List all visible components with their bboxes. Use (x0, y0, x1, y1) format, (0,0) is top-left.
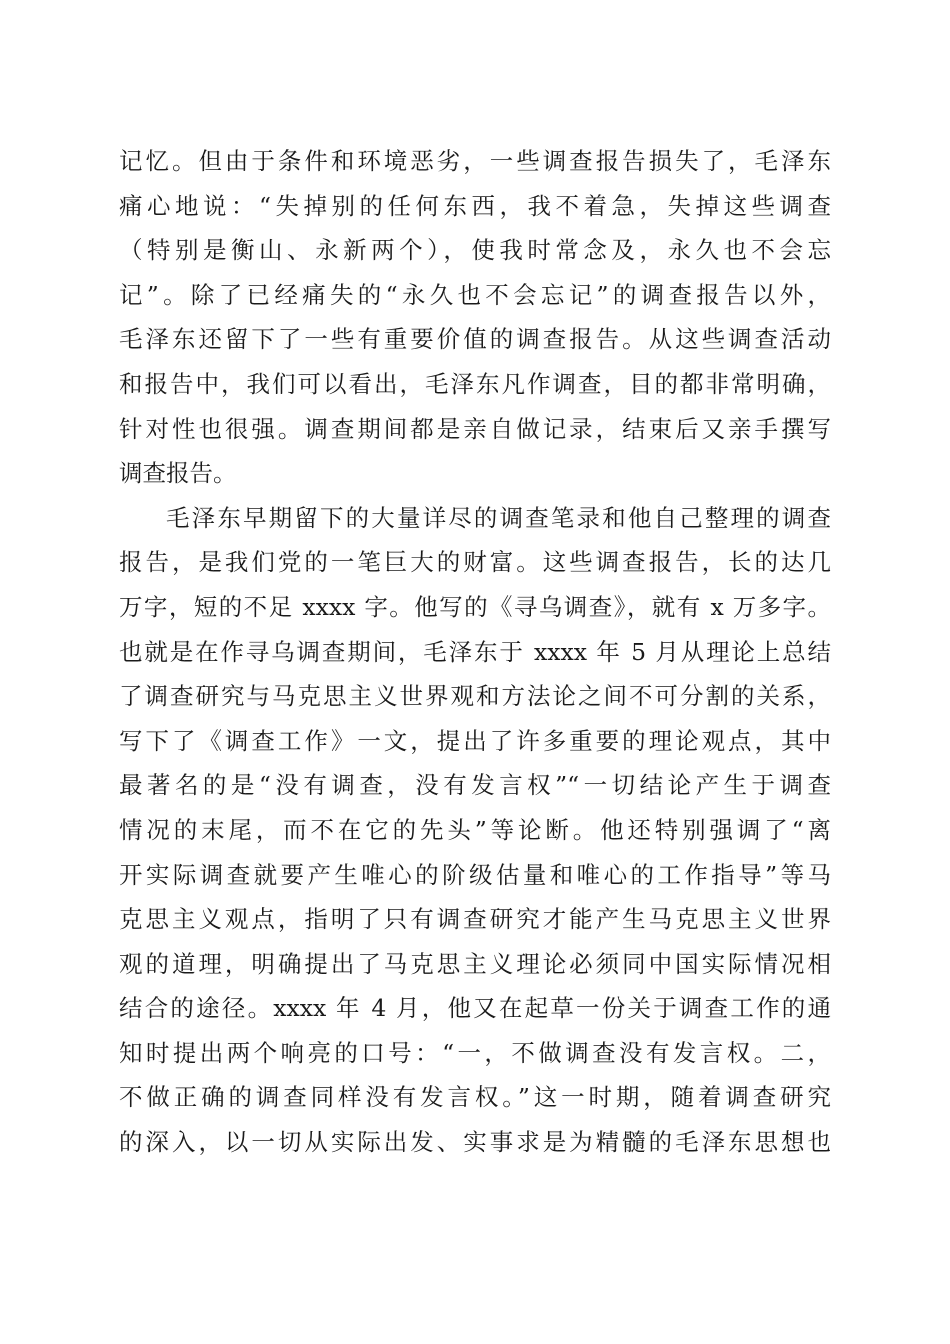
text-line: 也就是在作寻乌调查期间，毛泽东于 xxxx 年 5 月从理论上总结 (119, 637, 831, 666)
text-line: 克思主义观点，指明了只有调查研究才能产生马克思主义世界 (119, 905, 831, 934)
text-line: 最著名的是“没有调查，没有发言权”“一切结论产生于调查 (119, 771, 831, 800)
text-line: 报告，是我们党的一笔巨大的财富。这些调查报告，长的达几 (119, 548, 831, 577)
text-line: 毛泽东还留下了一些有重要价值的调查报告。从这些调查活动 (119, 325, 831, 354)
text-line: 的深入，以一切从实际出发、实事求是为精髓的毛泽东思想也 (119, 1128, 831, 1157)
text-line: 调查报告。 (119, 459, 237, 488)
text-line: 观的道理，明确提出了马克思主义理论必须同中国实际情况相 (119, 949, 831, 978)
text-line: 情况的末尾，而不在它的先头”等论断。他还特别强调了“离 (119, 815, 831, 844)
text-line: 痛心地说：“失掉别的任何东西，我不着急，失掉这些调查 (119, 191, 831, 220)
text-line: 开实际调查就要产生唯心的阶级估量和唯心的工作指导”等马 (119, 860, 831, 889)
text-line: 万字，短的不足 xxxx 字。他写的《寻乌调查》，就有 x 万多字。 (119, 592, 831, 621)
paragraph-1 (119, 139, 831, 496)
text-line: 记”。除了已经痛失的“永久也不会忘记”的调查报告以外， (119, 280, 831, 309)
text-line: 和报告中，我们可以看出，毛泽东凡作调查，目的都非常明确， (119, 369, 831, 398)
body-text (119, 139, 831, 1165)
text-line: （特别是衡山、永新两个），使我时常念及，永久也不会忘 (119, 236, 831, 265)
text-line: 记忆。但由于条件和环境恶劣，一些调查报告损失了，毛泽东 (119, 147, 831, 175)
text-line: 知时提出两个响亮的口号：“一，不做调查没有发言权。二， (119, 1038, 831, 1067)
text-line: 了调查研究与马克思主义世界观和方法论之间不可分割的关系， (119, 682, 831, 711)
paragraph-2 (119, 496, 831, 1165)
text-line: 不做正确的调查同样没有发言权。”这一时期，随着调查研究 (119, 1083, 831, 1112)
text-line: 毛泽东早期留下的大量详尽的调查笔录和他自己整理的调查 (166, 503, 831, 532)
text-line: 写下了《调查工作》一文，提出了许多重要的理论观点，其中 (119, 726, 831, 755)
text-line: 针对性也很强。调查期间都是亲自做记录，结束后又亲手撰写 (119, 414, 831, 443)
text-line: 结合的途径。xxxx 年 4 月，他又在起草一份关于调查工作的通 (119, 994, 831, 1023)
